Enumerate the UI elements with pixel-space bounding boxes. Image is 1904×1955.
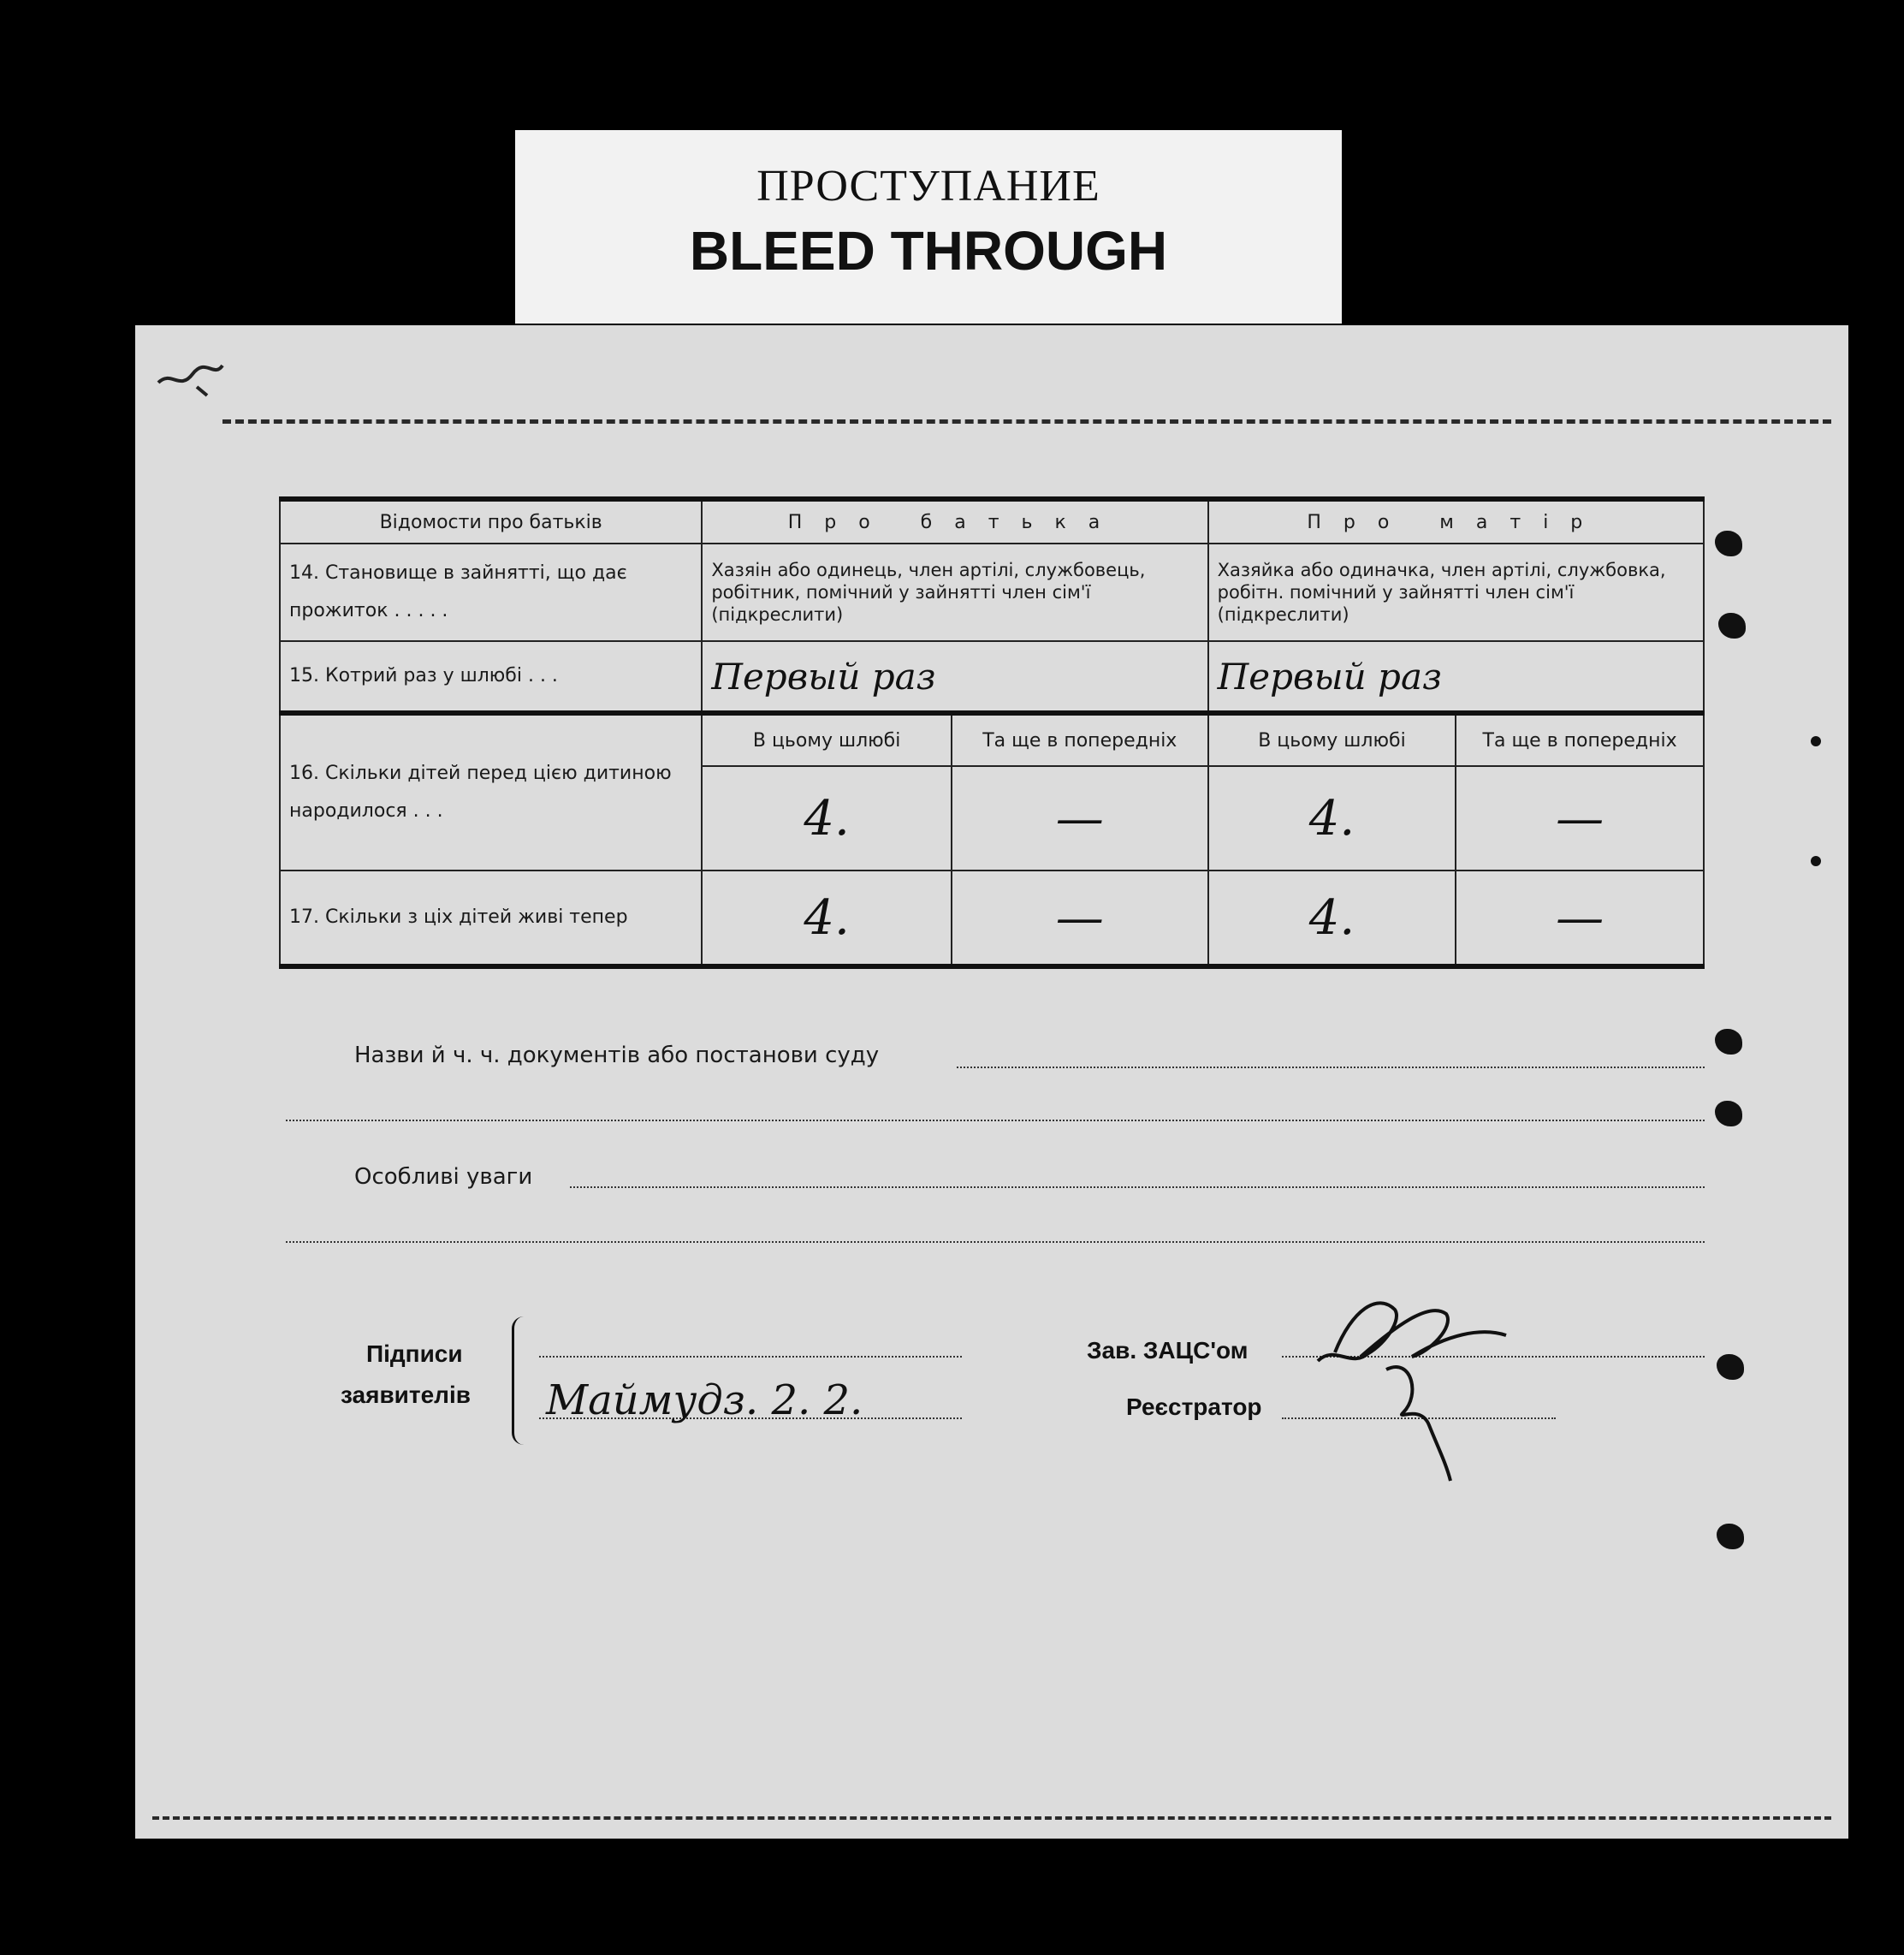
corner-scribble-mark — [154, 353, 231, 404]
punch-hole-4 — [1811, 856, 1821, 866]
remarks-dotted-line-2 — [286, 1241, 1705, 1243]
table-header-row — [280, 499, 1704, 544]
subheader-mother-this-marriage: В цьому шлюбі — [1208, 713, 1456, 766]
documents-dotted-line-1 — [957, 1067, 1705, 1068]
banner-russian-text: ПРОСТУПАНИЕ — [756, 162, 1100, 211]
row-16-label: 16. Скільки дітей перед цією дитиною народилося . . . — [280, 713, 702, 871]
row-17-mother-this: 4. — [1208, 871, 1456, 966]
row-14-label: 14. Становище в зайнятті, що дає прожиток . . . . . — [280, 544, 702, 641]
documents-dotted-line-2 — [286, 1120, 1705, 1121]
row-16-father-this: 4. — [702, 766, 952, 871]
applicants-brace — [512, 1316, 535, 1445]
subheader-row — [280, 713, 1704, 766]
row-17-label: 17. Скільки з ціх дітей живі тепер — [280, 871, 702, 966]
subheader-mother-previous: Та ще в попередніх — [1456, 713, 1704, 766]
row-17-father-this: 4. — [702, 871, 952, 966]
punch-hole-7 — [1717, 1354, 1744, 1380]
row-14-mother-options: Хазяйка або одиначка, член артілі, службовка, робітн. помічний у зайнятті член сім'ї (підкреслити) — [1208, 544, 1704, 641]
row-17-father-prev: — — [952, 871, 1208, 966]
row-14-father-options: Хазяін або одинець, член артілі, службовець, робітник, помічний у зайнятті член сім'ї (підкреслити) — [702, 544, 1207, 641]
row-17-children-alive — [280, 871, 1704, 966]
row-15-mother-value: Первый раз — [1208, 641, 1704, 713]
banner-english-text: BLEED THROUGH — [689, 220, 1168, 282]
subheader-father-previous: Та ще в попередніх — [952, 713, 1208, 766]
row-16-father-prev: — — [952, 766, 1208, 871]
subheader-father-this-marriage: В цьому шлюбі — [702, 713, 952, 766]
punch-hole-1 — [1715, 531, 1742, 556]
documents-label: Назви й ч. ч. документів або постанови суду — [354, 1043, 880, 1068]
head-of-registry-label: Зав. ЗАЦС'ом — [1087, 1337, 1249, 1364]
row-14-occupation — [280, 544, 1704, 641]
punch-hole-3 — [1811, 736, 1821, 746]
registrar-label: Реєстратор — [1126, 1393, 1262, 1420]
punch-hole-6 — [1715, 1101, 1742, 1126]
header-father: Про батька — [702, 499, 1207, 544]
punch-hole-2 — [1718, 613, 1746, 639]
top-perforation-line — [222, 419, 1831, 424]
row-15-marriage-count — [280, 641, 1704, 713]
header-mother: Про матір — [1208, 499, 1704, 544]
bleed-through-banner — [515, 130, 1342, 324]
row-15-label: 15. Котрий раз у шлюбі . . . — [280, 641, 702, 713]
remarks-label: Особливі уваги — [354, 1164, 533, 1190]
form-sheet — [135, 325, 1848, 1839]
row-17-mother-prev: — — [1456, 871, 1704, 966]
applicant-signature: Маймудз. 2. 2. — [546, 1376, 863, 1424]
punch-hole-8 — [1717, 1524, 1744, 1549]
bottom-perforation-line — [152, 1816, 1831, 1820]
row-15-father-value: Первый раз — [702, 641, 1207, 713]
header-parents-info: Відомости про батьків — [280, 499, 702, 544]
parents-info-table — [279, 496, 1705, 969]
row-16-mother-this: 4. — [1208, 766, 1456, 871]
applicants-label-2: заявителів — [341, 1382, 471, 1408]
registrar-signature-scribble — [1301, 1275, 1557, 1489]
remarks-dotted-line-1 — [570, 1186, 1705, 1188]
applicants-label-1: Підписи — [366, 1340, 463, 1367]
applicant-signature-line-1 — [539, 1356, 962, 1358]
row-16-mother-prev: — — [1456, 766, 1704, 871]
